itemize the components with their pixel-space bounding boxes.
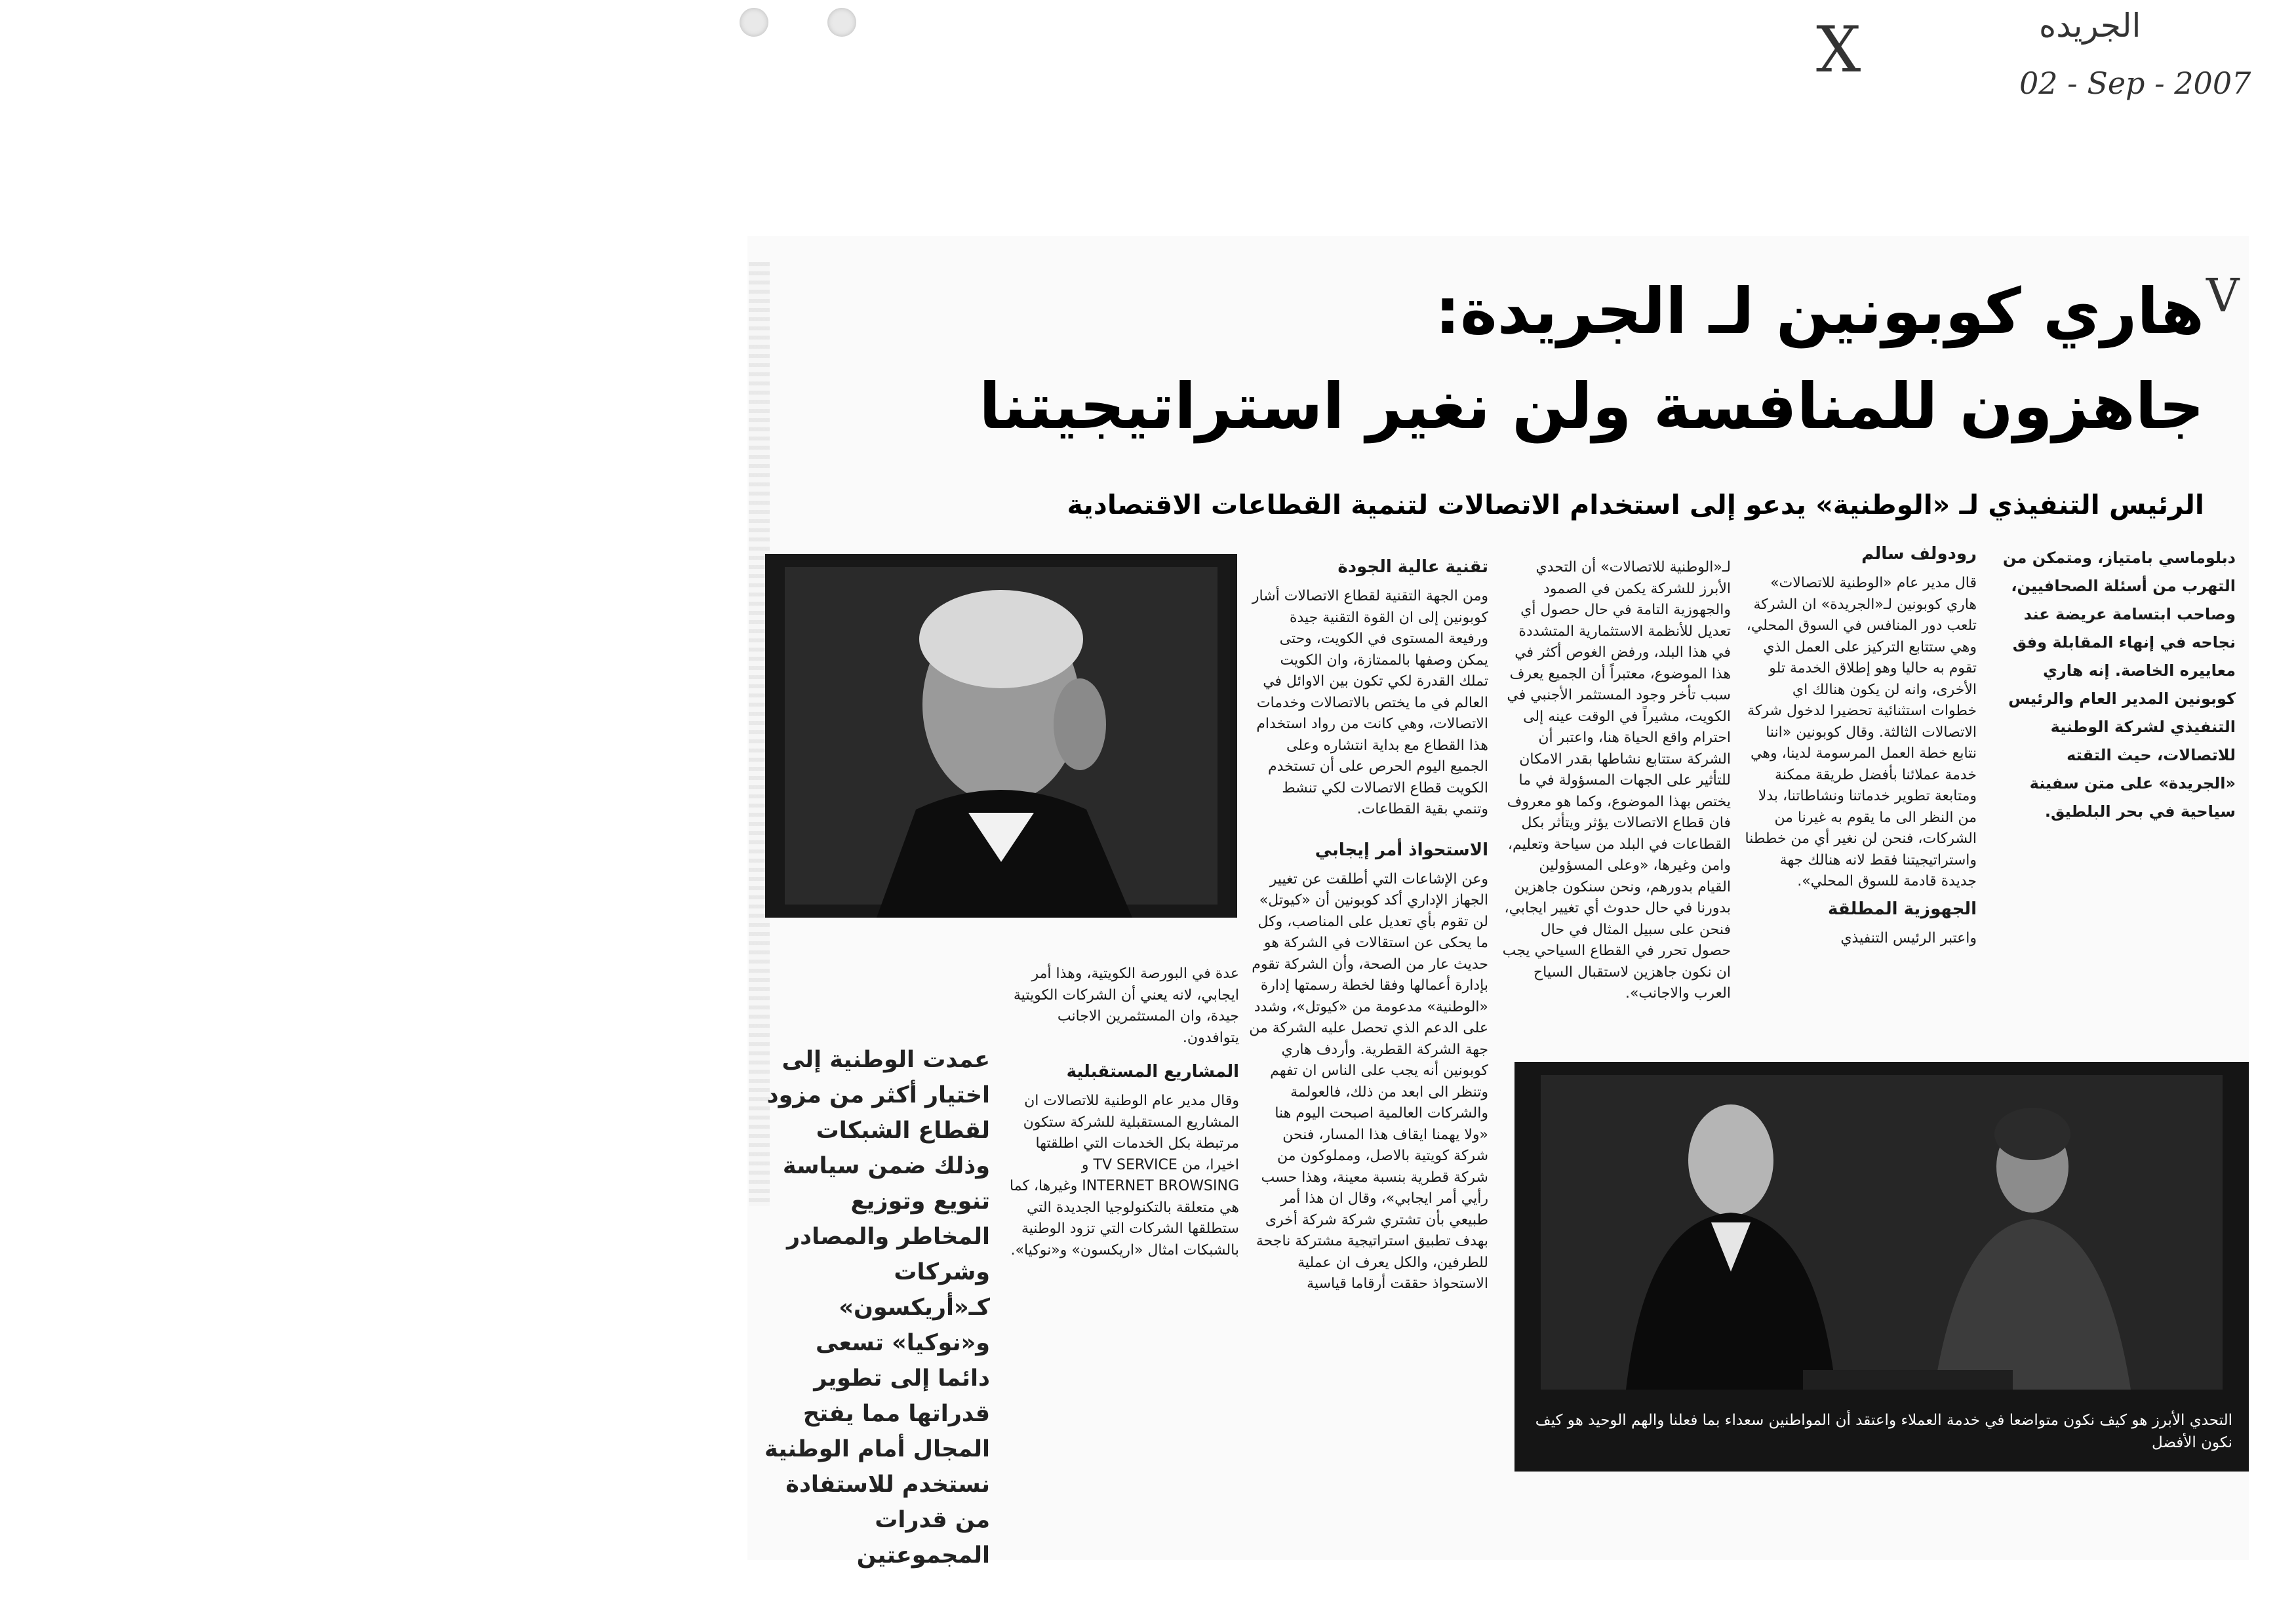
pull-quote bbox=[764, 1042, 990, 1569]
column-4-text-2: وقال مدير عام الوطنية للاتصالات ان المشاريع المستقبلية للشركة ستكون مرتبطة بكل الخدمات التي اطلقتها اخيرا، من TV SERVICE و INTERNET BROWSING وغيرها، كما هي متعلقة بالتكنولوجيا الجديدة التي ستطلقها الشركات التي تزود الوطنية بالشبكات امثال «اريكسون» و«نوكيا». bbox=[1010, 1093, 1239, 1258]
interview-photo-caption: التحدي الأبرز هو كيف نكون متواضعا في خدمة العملاء واعتقد أن المواطنين سعداء بما فعلنا والهم الوحيد هو كيف نكون الأفضل bbox=[1535, 1412, 2232, 1451]
punch-hole bbox=[827, 8, 856, 37]
column-1-text-2: واعتبر الرئيس التنفيذي bbox=[1840, 929, 1977, 946]
portrait-photo bbox=[765, 554, 1237, 918]
article-column-2 bbox=[1501, 557, 1731, 1055]
subheadline: الرئيس التنفيذي لـ «الوطنية» يدعو إلى استخدام الاتصالات لتنمية القطاعات الاقتصادية bbox=[1067, 489, 2204, 520]
column-2-text: لـ«الوطنية للاتصالات» أن التحدي الأبرز للشركة يكمن في الصمود والجهوزية التامة في حال حصول أي تعديل للأنظمة الاستثمارية المتشددة في هذا البلد، ورفض الغوص أكثر في هذا الموضوع، معتبراً أن الجميع يعرف سبب تأخر وجود المستثمر الأجنبي في الكويت، مشيراً في الوقت عينه إلى احترام واقع الحياة هنا، واعتبر أن الشركة ستتابع نشاطها بقدر الامكان للتأثير على الجهات المسؤولة في ما يختص بهذا الموضوع، وكما هو معروف فان قطاع الاتصالات يؤثر ويتأثر بكل القطاعات في البلد من سياحة وتعليم، وامن وغيرها، «وعلى المسؤولين القيام بدورهم، ونحن سنكون جاهزين بدورنا في حال حدوث أي تغيير ايجابي، فنحن على سبيل المثال في حال حصول تحرر في القطاع السياحي يجب ان نكون جاهزين لاستقبال السياح العرب والاجانب». bbox=[1502, 559, 1731, 1002]
article-column-1 bbox=[1744, 544, 1977, 1055]
column-3-text-1: ومن الجهة التقنية لقطاع الاتصالات أشار كوبونين إلى ان القوة التقنية جيدة ورفيعة المستوى في الكويت، وحتى يمكن وصفها بالممتازة، وان الكويت تملك القدرة لكي تكون بين الاوائل في العالم في ما يختص بالاتصالات وخدمات الاتصالات، وهي كانت من رواد استخدام هذا القطاع مع بداية انتشاره وعلى الجميع اليوم الحرص على أن تستخدم الكويت قطاع الاتصالات لكي تنشط وتنمي بقية القطاعات. bbox=[1252, 588, 1488, 817]
punch-hole bbox=[740, 8, 768, 37]
handwritten-page-mark: V bbox=[2206, 269, 2240, 322]
portrait-photo-graphic bbox=[765, 554, 1237, 918]
headline-line2: جاهزون للمنافسة ولن نغير استراتيجيتنا bbox=[979, 370, 2204, 443]
handwritten-date: 02 - Sep - 2007 bbox=[2019, 66, 2251, 101]
article-column-3 bbox=[1249, 557, 1488, 1619]
pull-quote-text: عمدت الوطنية إلى اختيار أكثر من مزود لقطاع الشبكات وذلك ضمن سياسة تنويع وتوزيع المخاطر والمصادر وشركات كـ«أريكسون» و«نوكيا» تسعى دائما إلى تطوير قدراتها مما يفتح المجال أمام الوطنية نستخدم للاستفادة من قدرات المجموعتين bbox=[764, 1047, 990, 1569]
subheading-acquisition: الاستحواذ أمر إيجابي bbox=[1315, 840, 1488, 860]
subheading-readiness: الجهوزية المطلقة bbox=[1828, 899, 1977, 919]
column-1-text: قال مدير عام «الوطنية للاتصالات» هاري كوبونين لـ«الجريدة» ان الشركة تلعب دور المنافس في السوق المحلي، وهي ستتابع التركيز على العمل الذي تقوم به حاليا وهو إطلاق الخدمة تلو الأخرى، وانه لن يكون هنالك اي خطوات استثنائية تحضيرا لدخول شركة الاتصالات الثالثة. وقال كوبونين «اننا نتابع خطة العمل المرسومة لدينا، وهي خدمة عملائنا بأفضل طريقة ممكنة ومتابعة تطوير خدماتنا ونشاطاتنا، بدلا من النظر الى ما يقوم به غيرنا من الشركات، فنحن لن نغير أي من خططنا واستراتيجيتنا فقط لانه هنالك جهة جديدة قادمة للسوق المحلي». bbox=[1745, 575, 1977, 889]
subheading-technology: تقنية عالية الجودة bbox=[1337, 557, 1488, 577]
column-3-text-2: وعن الإشاعات التي أطلقت عن تغيير الجهاز الإداري أكد كوبونين أن «كيوتل» لن تقوم بأي تعديل على المناصب، وكل ما يحكى عن استقالات في الشركة هو حديث عار من الصحة، وأن الشركة تقوم بإدارة أعمالها وفقا لخطة رسمتها إدارة «الوطنية» مدعومة من «كيوتل»، وشدد على الدعم الذي تحصل عليه الشركة من جهة الشركة القطرية. وأردف هاري كوبونين أنه يجب على الناس ان تفهم وتنظر الى ابعد من ذلك، فالعولمة والشركات العالمية اصبحت اليوم هنا «ولا يهمنا ايقاف هذا المسار، فنحن شركة كويتية بالاصل، ومملوكون من شركة قطرية بنسبة معينة، وهذا حسب رأيي أمر ايجابي»، وقال ان هذا أمر طبيعي بأن تشتري شركة شركة أخرى بهدف تطبيق استراتيجية مشتركة ناجحة للطرفين، والكل يعرف ان عملية الاستحواذ حققت أرقاما قياسية bbox=[1249, 870, 1488, 1292]
handwritten-mark: X bbox=[1816, 13, 1861, 87]
handwritten-paper-name: الجريده bbox=[2039, 7, 2141, 45]
column-4-text-1: عدة في البورصة الكويتية، وهذا أمر ايجابي، لانه يعني أن الشركات الكويتية جيدة، وان المستثمرين الاجانب يتوافدون. bbox=[1013, 966, 1239, 1046]
headline-line1: هاري كوبونين لـ الجريدة: bbox=[1435, 275, 2204, 348]
intro-column bbox=[1993, 544, 2236, 1003]
byline: رودولف سالم bbox=[1861, 544, 1977, 564]
subheading-future-projects: المشاريع المستقبلية bbox=[1066, 1062, 1239, 1082]
article-column-4 bbox=[1010, 964, 1239, 1331]
intro-text: دبلوماسي بامتياز، ومتمكن من التهرب من أسئلة الصحافيين، وصاحب ابتسامة عريضة عند نجاحه في إنهاء المقابلة وفق معاييره الخاصة. إنه هاري كوبونين المدير العام والرئيس التنفيذي لشركة الوطنية للاتصالات، حيث التقته «الجريدة» على متن سفينة سياحية في بحر البلطيق. bbox=[2002, 549, 2236, 821]
